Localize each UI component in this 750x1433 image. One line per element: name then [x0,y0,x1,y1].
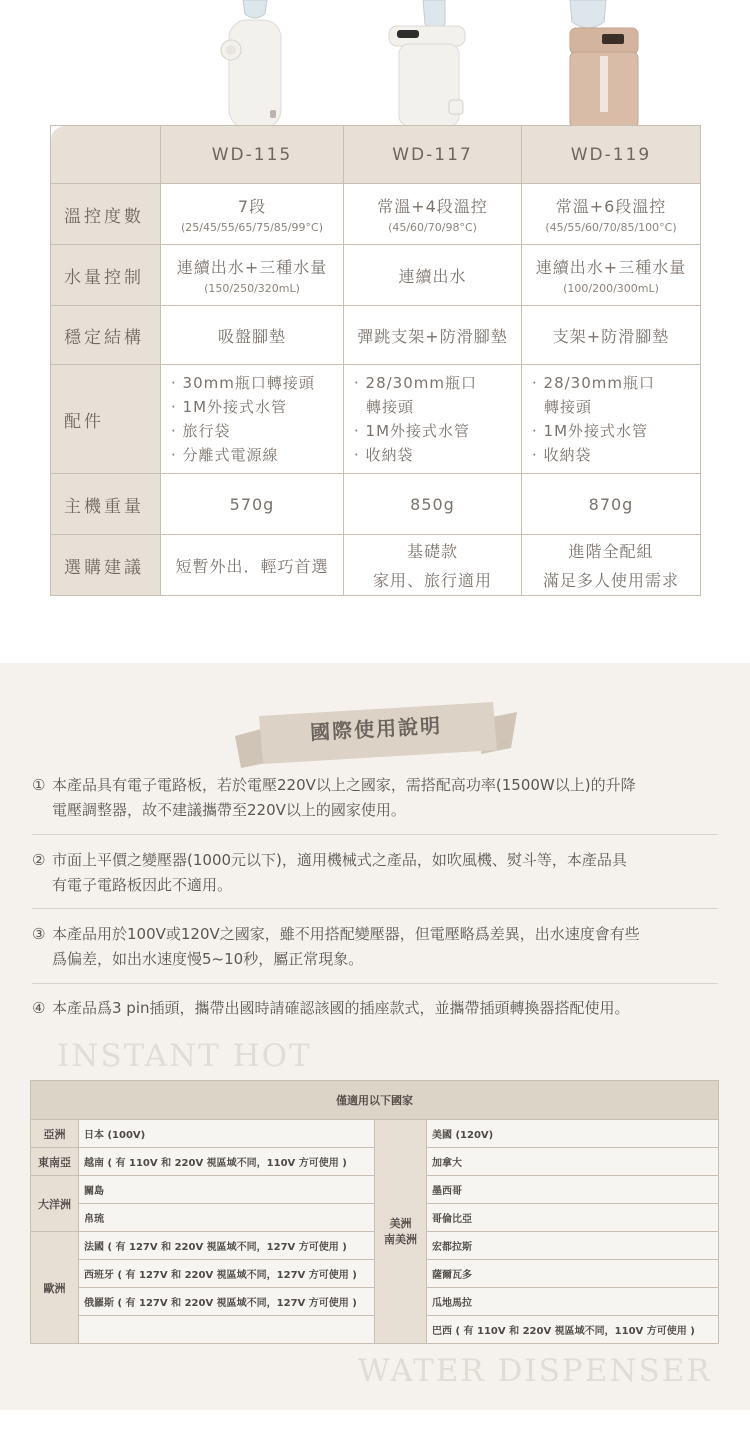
spec-cell [161,245,344,306]
country-cell: 薩爾瓦多 [427,1260,719,1288]
spec-cell [522,245,701,306]
spec-cell: 彈跳支架+防滑腳墊 [344,306,522,365]
spec-main: 連續出水+三種水量 [176,258,328,277]
spec-cell [522,535,701,596]
product-image-wd119 [560,0,650,130]
spec-row-accessories [51,365,701,474]
spec-cell: 570g [161,474,344,535]
spec-cell [161,365,344,474]
accessory-item: · 1M外接式水管 [354,422,471,440]
country-cell: 巴西 ( 有 110V 和 220V 視區域不同，110V 方可使用 ) [427,1316,719,1344]
note-text: 爲偏差，如出水速度慢5~10秒，屬正常現象。 [52,950,364,968]
watermark-instant-hot: INSTANT HOT [57,1038,312,1074]
spec-header-row [51,126,701,184]
country-cell: 關島 [79,1176,375,1204]
model-name: WD-117 [344,126,522,184]
spec-cell [344,245,522,306]
country-cell: 瓜地馬拉 [427,1288,719,1316]
country-table [30,1080,719,1344]
product-image-wd117 [385,0,475,130]
country-cell: 墨西哥 [427,1176,719,1204]
region-label: 亞洲 [31,1120,79,1148]
spec-main: 常溫+6段溫控 [555,197,667,216]
advice-line: 短暫外出．輕巧首選 [175,556,329,576]
spec-sub: (100/200/300mL) [563,282,659,295]
country-table-header: 僅適用以下國家 [31,1081,719,1120]
accessory-item: 轉接頭 [366,398,415,416]
region-label: 東南亞 [31,1148,79,1176]
country-cell: 西班牙 ( 有 127V 和 220V 視區域不同，127V 方可使用 ) [79,1260,375,1288]
note-number: ④ [32,999,46,1017]
product-image-wd115 [215,0,295,130]
note-item [32,922,722,972]
spec-cell [344,535,522,596]
spec-main: 連續出水+三種水量 [535,258,687,277]
spec-main: 連續出水 [398,266,467,286]
note-number: ③ [32,925,46,943]
spec-cell [161,184,344,245]
spec-main: 7段 [237,197,267,216]
spec-comparison-section [0,0,750,640]
row-label: 主機重量 [51,474,161,535]
country-cell: 美國 (120V) [427,1120,719,1148]
row-label: 配件 [51,365,161,474]
country-cell: 哥倫比亞 [427,1204,719,1232]
spec-cell [161,535,344,596]
country-cell [79,1316,375,1344]
note-text: 市面上平價之變壓器(1000元以下)，適用機械式之產品，如吹風機、熨斗等，本產品具 [52,851,627,869]
watermark-water-dispenser: WATER DISPENSER [358,1353,712,1389]
note-text: 本產品爲3 pin插頭，攜帶出國時請確認該國的插座款式，並攜帶插頭轉換器搭配使用。 [52,999,630,1017]
spec-cell [522,365,701,474]
spec-cell: 吸盤腳墊 [161,306,344,365]
accessory-item: · 28/30mm瓶口 [354,374,477,392]
row-label: 水量控制 [51,245,161,306]
spec-cell: 支架+防滑腳墊 [522,306,701,365]
accessory-item: · 旅行袋 [171,422,231,440]
note-text: 本產品用於100V或120V之國家，雖不用搭配變壓器，但電壓略爲差異，出水速度會有些 [52,925,640,943]
spec-sub: (25/45/55/65/75/85/99°C) [181,221,323,234]
country-cell: 法國 ( 有 127V 和 220V 視區域不同，127V 方可使用 ) [79,1232,375,1260]
advice-line: 家用、旅行適用 [372,571,492,590]
spec-cell: 850g [344,474,522,535]
note-number: ① [32,776,46,794]
accessory-item: · 30mm瓶口轉接頭 [171,374,315,392]
row-label: 選購建議 [51,535,161,596]
spec-sub: (45/55/60/70/85/100°C) [545,221,677,234]
accessory-item: · 1M外接式水管 [532,422,649,440]
note-text: 有電子電路板因此不適用。 [52,876,233,894]
accessory-item: · 28/30mm瓶口 [532,374,655,392]
accessory-item: · 收納袋 [532,446,592,464]
accessory-item: · 收納袋 [354,446,414,464]
advice-line: 滿足多人使用需求 [542,571,679,590]
spec-sub: (45/60/70/98°C) [388,221,477,234]
region-label: 歐洲 [31,1232,79,1344]
region-label: 南美洲 [384,1232,417,1246]
note-item [32,996,722,1021]
country-cell: 越南 ( 有 110V 和 220V 視區域不同，110V 方可使用 ) [79,1148,375,1176]
accessory-item: · 1M外接式水管 [171,398,288,416]
divider [32,908,718,909]
row-label: 穩定結構 [51,306,161,365]
advice-line: 基礎款 [406,542,458,561]
spec-row-weight [51,474,701,535]
spec-corner-cell [51,126,161,184]
model-name: WD-119 [522,126,701,184]
note-item [32,773,722,823]
row-label: 溫控度數 [51,184,161,245]
divider [32,834,718,835]
country-cell: 俄羅斯 ( 有 127V 和 220V 視區域不同，127V 方可使用 ) [79,1288,375,1316]
spec-row-water [51,245,701,306]
spec-table [50,125,701,596]
region-label-americas [375,1120,427,1344]
note-item [32,848,722,898]
accessory-item: · 分離式電源線 [171,446,279,464]
advice-line: 進階全配組 [568,542,654,561]
country-cell: 日本 (100V) [79,1120,375,1148]
region-label: 美洲 [389,1216,412,1230]
spec-cell [344,184,522,245]
country-cell: 帛琉 [79,1204,375,1232]
country-cell: 宏都拉斯 [427,1232,719,1260]
spec-row-advice [51,535,701,596]
section-title: 國際使用說明 [309,713,443,745]
note-number: ② [32,851,46,869]
accessory-item: 轉接頭 [544,398,593,416]
note-text: 電壓調整器，故不建議攜帶至220V以上的國家使用。 [52,801,406,819]
spec-cell: 870g [522,474,701,535]
spec-sub: (150/250/320mL) [204,282,300,295]
region-label: 大洋洲 [31,1176,79,1232]
divider [32,983,718,984]
spec-main: 常溫+4段溫控 [377,197,488,216]
spec-cell [344,365,522,474]
country-cell: 加拿大 [427,1148,719,1176]
note-text: 本產品具有電子電路板，若於電壓220V以上之國家，需搭配高功率(1500W以上)的升降 [52,776,636,794]
model-name: WD-115 [161,126,344,184]
spec-row-temperature [51,184,701,245]
spec-row-structure [51,306,701,365]
international-section [0,663,750,1410]
spec-cell [522,184,701,245]
